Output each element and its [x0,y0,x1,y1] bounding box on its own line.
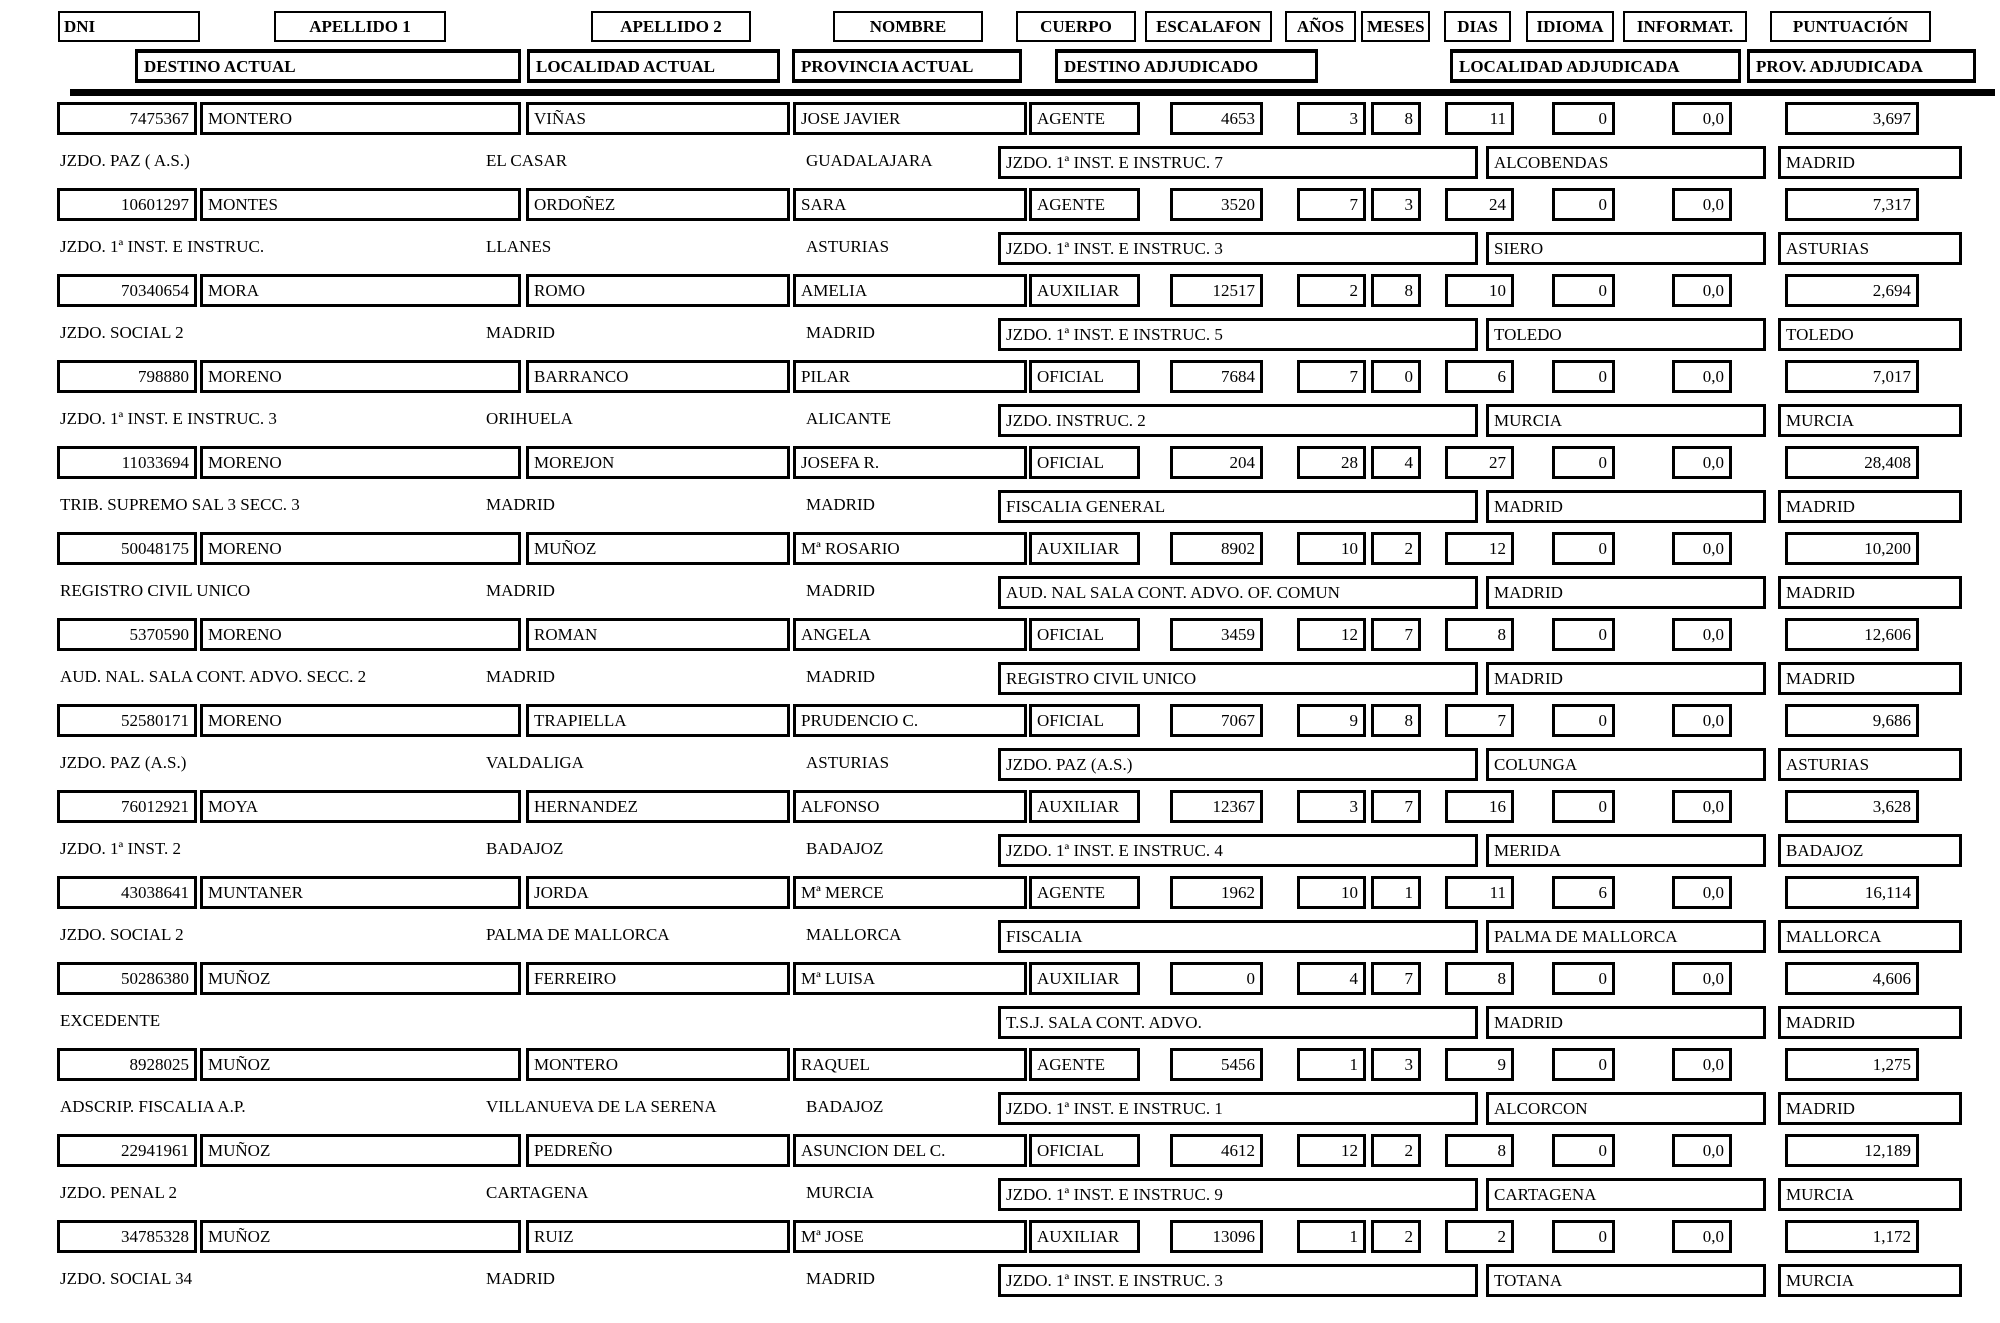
puntuacion-value: 1,275 [1785,1048,1919,1081]
localidad-actual-value: EL CASAR [486,151,568,170]
localidad-actual-value: MADRID [486,667,555,686]
informat-value: 0,0 [1672,532,1732,565]
prov-adjudicada-value: MADRID [1778,662,1962,695]
col-header-destino-actual: DESTINO ACTUAL [135,49,521,83]
destino-adjudicado-value: JZDO. 1ª INST. E INSTRUC. 5 [998,318,1478,351]
localidad-actual-value: BADAJOZ [486,839,564,858]
informat-value: 0,0 [1672,618,1732,651]
col-header-dias: DIAS [1444,11,1511,42]
col-header-destino-adjudicado: DESTINO ADJUDICADO [1055,49,1318,83]
localidad-actual-value: CARTAGENA [486,1183,589,1202]
prov-adjudicada-value: MADRID [1778,490,1962,523]
anos-value: 28 [1297,446,1366,479]
cuerpo-value: OFICIAL [1029,618,1140,651]
col-header-apellido2: APELLIDO 2 [591,11,751,42]
record-row [0,698,2000,784]
anos-value: 9 [1297,704,1366,737]
destino-actual-value: JZDO. PENAL 2 [60,1183,177,1202]
destino-adjudicado-value: REGISTRO CIVIL UNICO [998,662,1478,695]
dni-value: 50286380 [57,962,197,995]
puntuacion-value: 28,408 [1785,446,1919,479]
puntuacion-value: 9,686 [1785,704,1919,737]
record-row [0,1042,2000,1128]
cuerpo-value: OFICIAL [1029,704,1140,737]
prov-adjudicada-value: ASTURIAS [1778,748,1962,781]
idioma-value: 0 [1552,360,1615,393]
col-header-anos: AÑOS [1285,11,1356,42]
localidad-adjudicada-value: ALCORCON [1486,1092,1766,1125]
record-row [0,268,2000,354]
prov-adjudicada-value: MURCIA [1778,1264,1962,1297]
dni-value: 76012921 [57,790,197,823]
anos-value: 7 [1297,360,1366,393]
localidad-adjudicada-value: SIERO [1486,232,1766,265]
dias-value: 12 [1445,532,1514,565]
escalafon-value: 1962 [1170,876,1263,909]
idioma-value: 0 [1552,618,1615,651]
dias-value: 9 [1445,1048,1514,1081]
col-header-apellido1: APELLIDO 1 [274,11,446,42]
record-row [0,870,2000,956]
apellido2-value: TRAPIELLA [526,704,790,737]
apellido1-value: MORENO [200,704,521,737]
destino-adjudicado-value: JZDO. 1ª INST. E INSTRUC. 7 [998,146,1478,179]
apellido2-value: MOREJON [526,446,790,479]
destino-actual-value: EXCEDENTE [60,1011,161,1030]
localidad-actual-value: MADRID [486,581,555,600]
prov-adjudicada-value: MADRID [1778,1006,1962,1039]
dni-value: 8928025 [57,1048,197,1081]
apellido2-value: HERNANDEZ [526,790,790,823]
puntuacion-value: 4,606 [1785,962,1919,995]
cuerpo-value: AGENTE [1029,102,1140,135]
col-header-nombre: NOMBRE [833,11,983,42]
localidad-adjudicada-value: MERIDA [1486,834,1766,867]
record-row [0,1214,2000,1300]
informat-value: 0,0 [1672,876,1732,909]
localidad-adjudicada-value: MADRID [1486,576,1766,609]
meses-value: 3 [1371,1048,1421,1081]
dni-value: 5370590 [57,618,197,651]
apellido2-value: ROMAN [526,618,790,651]
apellido2-value: PEDREÑO [526,1134,790,1167]
dias-value: 11 [1445,876,1514,909]
col-header-meses: MESES [1361,11,1430,42]
destino-actual-value: TRIB. SUPREMO SAL 3 SECC. 3 [60,495,300,514]
puntuacion-value: 7,317 [1785,188,1919,221]
cuerpo-value: AGENTE [1029,188,1140,221]
prov-adjudicada-value: TOLEDO [1778,318,1962,351]
idioma-value: 0 [1552,446,1615,479]
records-list [0,96,2000,1300]
col-header-informat: INFORMAT. [1623,11,1747,42]
dni-value: 34785328 [57,1220,197,1253]
nombre-value: ANGELA [793,618,1027,651]
destino-actual-value: REGISTRO CIVIL UNICO [60,581,251,600]
localidad-actual-value: LLANES [486,237,552,256]
meses-value: 7 [1371,618,1421,651]
col-header-puntuacion: PUNTUACIÓN [1770,11,1931,42]
cuerpo-value: AUXILIAR [1029,532,1140,565]
nombre-value: Mª ROSARIO [793,532,1027,565]
anos-value: 1 [1297,1220,1366,1253]
provincia-actual-value: ASTURIAS [806,753,890,772]
apellido1-value: MORENO [200,360,521,393]
destino-actual-value: JZDO. 1ª INST. E INSTRUC. 3 [60,409,277,428]
cuerpo-value: OFICIAL [1029,360,1140,393]
localidad-adjudicada-value: ALCOBENDAS [1486,146,1766,179]
cuerpo-value: AGENTE [1029,1048,1140,1081]
destino-adjudicado-value: JZDO. 1ª INST. E INSTRUC. 9 [998,1178,1478,1211]
escalafon-value: 8902 [1170,532,1263,565]
idioma-value: 0 [1552,790,1615,823]
puntuacion-value: 12,189 [1785,1134,1919,1167]
dias-value: 2 [1445,1220,1514,1253]
destino-adjudicado-value: FISCALIA [998,920,1478,953]
provincia-actual-value: MADRID [806,323,875,342]
localidad-adjudicada-value: CARTAGENA [1486,1178,1766,1211]
apellido2-value: BARRANCO [526,360,790,393]
escalafon-value: 5456 [1170,1048,1263,1081]
meses-value: 4 [1371,446,1421,479]
dias-value: 6 [1445,360,1514,393]
apellido2-value: RUIZ [526,1220,790,1253]
apellido2-value: MONTERO [526,1048,790,1081]
provincia-actual-value: MADRID [806,581,875,600]
destino-adjudicado-value: JZDO. PAZ (A.S.) [998,748,1478,781]
localidad-adjudicada-value: TOLEDO [1486,318,1766,351]
idioma-value: 0 [1552,188,1615,221]
col-header-prov-adjudicada: PROV. ADJUDICADA [1747,49,1976,83]
apellido2-value: ORDOÑEZ [526,188,790,221]
provincia-actual-value: MADRID [806,1269,875,1288]
informat-value: 0,0 [1672,274,1732,307]
dni-value: 22941961 [57,1134,197,1167]
apellido1-value: MUNTANER [200,876,521,909]
record-row [0,784,2000,870]
record-row [0,612,2000,698]
escalafon-value: 204 [1170,446,1263,479]
record-row [0,1128,2000,1214]
cuerpo-value: AGENTE [1029,876,1140,909]
destino-actual-value: ADSCRIP. FISCALIA A.P. [60,1097,246,1116]
localidad-actual-value: VILLANUEVA DE LA SERENA [486,1097,717,1116]
cuerpo-value: AUXILIAR [1029,962,1140,995]
destino-actual-value: JZDO. 1ª INST. E INSTRUC. [60,237,265,256]
cuerpo-value: AUXILIAR [1029,790,1140,823]
escalafon-value: 3520 [1170,188,1263,221]
destino-actual-value: JZDO. SOCIAL 2 [60,925,184,944]
meses-value: 7 [1371,962,1421,995]
destino-actual-value: AUD. NAL. SALA CONT. ADVO. SECC. 2 [60,667,367,686]
apellido1-value: MORENO [200,446,521,479]
meses-value: 8 [1371,274,1421,307]
col-header-cuerpo: CUERPO [1016,11,1136,42]
anos-value: 10 [1297,876,1366,909]
meses-value: 2 [1371,532,1421,565]
provincia-actual-value: MALLORCA [806,925,902,944]
destino-adjudicado-value: JZDO. 1ª INST. E INSTRUC. 3 [998,1264,1478,1297]
puntuacion-value: 10,200 [1785,532,1919,565]
idioma-value: 0 [1552,532,1615,565]
localidad-actual-value: ORIHUELA [486,409,573,428]
informat-value: 0,0 [1672,102,1732,135]
nombre-value: Mª MERCE [793,876,1027,909]
apellido1-value: MUÑOZ [200,1220,521,1253]
col-header-escalafon: ESCALAFON [1145,11,1272,42]
provincia-actual-value: BADAJOZ [806,839,884,858]
escalafon-value: 13096 [1170,1220,1263,1253]
meses-value: 8 [1371,704,1421,737]
dias-value: 8 [1445,618,1514,651]
destino-adjudicado-value: T.S.J. SALA CONT. ADVO. [998,1006,1478,1039]
apellido1-value: MUÑOZ [200,1048,521,1081]
record-row [0,440,2000,526]
prov-adjudicada-value: MADRID [1778,146,1962,179]
localidad-actual-value: MADRID [486,495,555,514]
apellido1-value: MORA [200,274,521,307]
localidad-actual-value: MADRID [486,323,555,342]
apellido1-value: MORENO [200,532,521,565]
idioma-value: 0 [1552,1048,1615,1081]
informat-value: 0,0 [1672,188,1732,221]
dni-value: 70340654 [57,274,197,307]
informat-value: 0,0 [1672,446,1732,479]
escalafon-value: 12367 [1170,790,1263,823]
apellido2-value: ROMO [526,274,790,307]
localidad-actual-value: VALDALIGA [486,753,584,772]
prov-adjudicada-value: MADRID [1778,576,1962,609]
provincia-actual-value: ALICANTE [806,409,891,428]
anos-value: 10 [1297,532,1366,565]
destino-actual-value: JZDO. PAZ ( A.S.) [60,151,190,170]
apellido1-value: MONTERO [200,102,521,135]
nombre-value: AMELIA [793,274,1027,307]
apellido2-value: JORDA [526,876,790,909]
meses-value: 7 [1371,790,1421,823]
destino-actual-value: JZDO. 1ª INST. 2 [60,839,182,858]
meses-value: 2 [1371,1134,1421,1167]
idioma-value: 0 [1552,1134,1615,1167]
record-row [0,526,2000,612]
nombre-value: Mª JOSE [793,1220,1027,1253]
informat-value: 0,0 [1672,360,1732,393]
nombre-value: ASUNCION DEL C. [793,1134,1027,1167]
record-row [0,96,2000,182]
idioma-value: 0 [1552,1220,1615,1253]
header-separator-rule [70,89,1995,96]
localidad-adjudicada-value: MURCIA [1486,404,1766,437]
dni-value: 7475367 [57,102,197,135]
escalafon-value: 4612 [1170,1134,1263,1167]
col-header-provincia-actual: PROVINCIA ACTUAL [792,49,1022,83]
dni-value: 43038641 [57,876,197,909]
localidad-adjudicada-value: PALMA DE MALLORCA [1486,920,1766,953]
cuerpo-value: OFICIAL [1029,1134,1140,1167]
escalafon-value: 0 [1170,962,1263,995]
apellido2-value: FERREIRO [526,962,790,995]
informat-value: 0,0 [1672,962,1732,995]
localidad-actual-value: PALMA DE MALLORCA [486,925,670,944]
meses-value: 2 [1371,1220,1421,1253]
provincia-actual-value: BADAJOZ [806,1097,884,1116]
anos-value: 7 [1297,188,1366,221]
idioma-value: 0 [1552,704,1615,737]
puntuacion-value: 12,606 [1785,618,1919,651]
meses-value: 1 [1371,876,1421,909]
escalafon-value: 12517 [1170,274,1263,307]
dias-value: 16 [1445,790,1514,823]
nombre-value: Mª LUISA [793,962,1027,995]
localidad-actual-value: MADRID [486,1269,555,1288]
apellido1-value: MUÑOZ [200,1134,521,1167]
anos-value: 1 [1297,1048,1366,1081]
dni-value: 52580171 [57,704,197,737]
apellido2-value: MUÑOZ [526,532,790,565]
apellido1-value: MOYA [200,790,521,823]
col-header-localidad-actual: LOCALIDAD ACTUAL [527,49,780,83]
apellido1-value: MORENO [200,618,521,651]
prov-adjudicada-value: MADRID [1778,1092,1962,1125]
destino-adjudicado-value: JZDO. 1ª INST. E INSTRUC. 1 [998,1092,1478,1125]
dni-value: 50048175 [57,532,197,565]
dias-value: 7 [1445,704,1514,737]
informat-value: 0,0 [1672,1220,1732,1253]
destino-adjudicado-value: JZDO. INSTRUC. 2 [998,404,1478,437]
dni-value: 10601297 [57,188,197,221]
dni-value: 798880 [57,360,197,393]
destino-adjudicado-value: JZDO. 1ª INST. E INSTRUC. 4 [998,834,1478,867]
anos-value: 2 [1297,274,1366,307]
anos-value: 12 [1297,1134,1366,1167]
prov-adjudicada-value: BADAJOZ [1778,834,1962,867]
idioma-value: 6 [1552,876,1615,909]
escalafon-value: 7684 [1170,360,1263,393]
dias-value: 27 [1445,446,1514,479]
cuerpo-value: AUXILIAR [1029,274,1140,307]
anos-value: 12 [1297,618,1366,651]
meses-value: 3 [1371,188,1421,221]
escalafon-value: 7067 [1170,704,1263,737]
destino-actual-value: JZDO. SOCIAL 2 [60,323,184,342]
nombre-value: JOSEFA R. [793,446,1027,479]
provincia-actual-value: ASTURIAS [806,237,890,256]
informat-value: 0,0 [1672,704,1732,737]
provincia-actual-value: GUADALAJARA [806,151,933,170]
provincia-actual-value: MADRID [806,495,875,514]
cuerpo-value: OFICIAL [1029,446,1140,479]
idioma-value: 0 [1552,962,1615,995]
localidad-adjudicada-value: TOTANA [1486,1264,1766,1297]
col-header-localidad-adjudicada: LOCALIDAD ADJUDICADA [1450,49,1741,83]
prov-adjudicada-value: ASTURIAS [1778,232,1962,265]
cuerpo-value: AUXILIAR [1029,1220,1140,1253]
record-row [0,956,2000,1042]
puntuacion-value: 2,694 [1785,274,1919,307]
puntuacion-value: 1,172 [1785,1220,1919,1253]
nombre-value: JOSE JAVIER [793,102,1027,135]
escalafon-value: 3459 [1170,618,1263,651]
prov-adjudicada-value: MURCIA [1778,1178,1962,1211]
meses-value: 0 [1371,360,1421,393]
anos-value: 3 [1297,790,1366,823]
destino-adjudicado-value: AUD. NAL SALA CONT. ADVO. OF. COMUN [998,576,1478,609]
record-row [0,182,2000,268]
provincia-actual-value: MURCIA [806,1183,875,1202]
nombre-value: RAQUEL [793,1048,1027,1081]
record-row [0,354,2000,440]
prov-adjudicada-value: MURCIA [1778,404,1962,437]
puntuacion-value: 3,697 [1785,102,1919,135]
col-header-dni: DNI [58,11,200,42]
puntuacion-value: 16,114 [1785,876,1919,909]
dni-value: 11033694 [57,446,197,479]
provincia-actual-value: MADRID [806,667,875,686]
informat-value: 0,0 [1672,790,1732,823]
destino-actual-value: JZDO. SOCIAL 34 [60,1269,193,1288]
apellido2-value: VIÑAS [526,102,790,135]
apellido1-value: MONTES [200,188,521,221]
dias-value: 8 [1445,962,1514,995]
localidad-adjudicada-value: COLUNGA [1486,748,1766,781]
col-header-idioma: IDIOMA [1526,11,1614,42]
prov-adjudicada-value: MALLORCA [1778,920,1962,953]
nombre-value: PRUDENCIO C. [793,704,1027,737]
anos-value: 4 [1297,962,1366,995]
localidad-adjudicada-value: MADRID [1486,1006,1766,1039]
nombre-value: SARA [793,188,1027,221]
dias-value: 24 [1445,188,1514,221]
nombre-value: PILAR [793,360,1027,393]
dias-value: 10 [1445,274,1514,307]
idioma-value: 0 [1552,274,1615,307]
localidad-adjudicada-value: MADRID [1486,662,1766,695]
puntuacion-value: 3,628 [1785,790,1919,823]
destino-actual-value: JZDO. PAZ (A.S.) [60,753,187,772]
nombre-value: ALFONSO [793,790,1027,823]
apellido1-value: MUÑOZ [200,962,521,995]
destino-adjudicado-value: JZDO. 1ª INST. E INSTRUC. 3 [998,232,1478,265]
escalafon-value: 4653 [1170,102,1263,135]
informat-value: 0,0 [1672,1134,1732,1167]
puntuacion-value: 7,017 [1785,360,1919,393]
idioma-value: 0 [1552,102,1615,135]
dias-value: 8 [1445,1134,1514,1167]
meses-value: 8 [1371,102,1421,135]
informat-value: 0,0 [1672,1048,1732,1081]
anos-value: 3 [1297,102,1366,135]
destino-adjudicado-value: FISCALIA GENERAL [998,490,1478,523]
dias-value: 11 [1445,102,1514,135]
localidad-adjudicada-value: MADRID [1486,490,1766,523]
